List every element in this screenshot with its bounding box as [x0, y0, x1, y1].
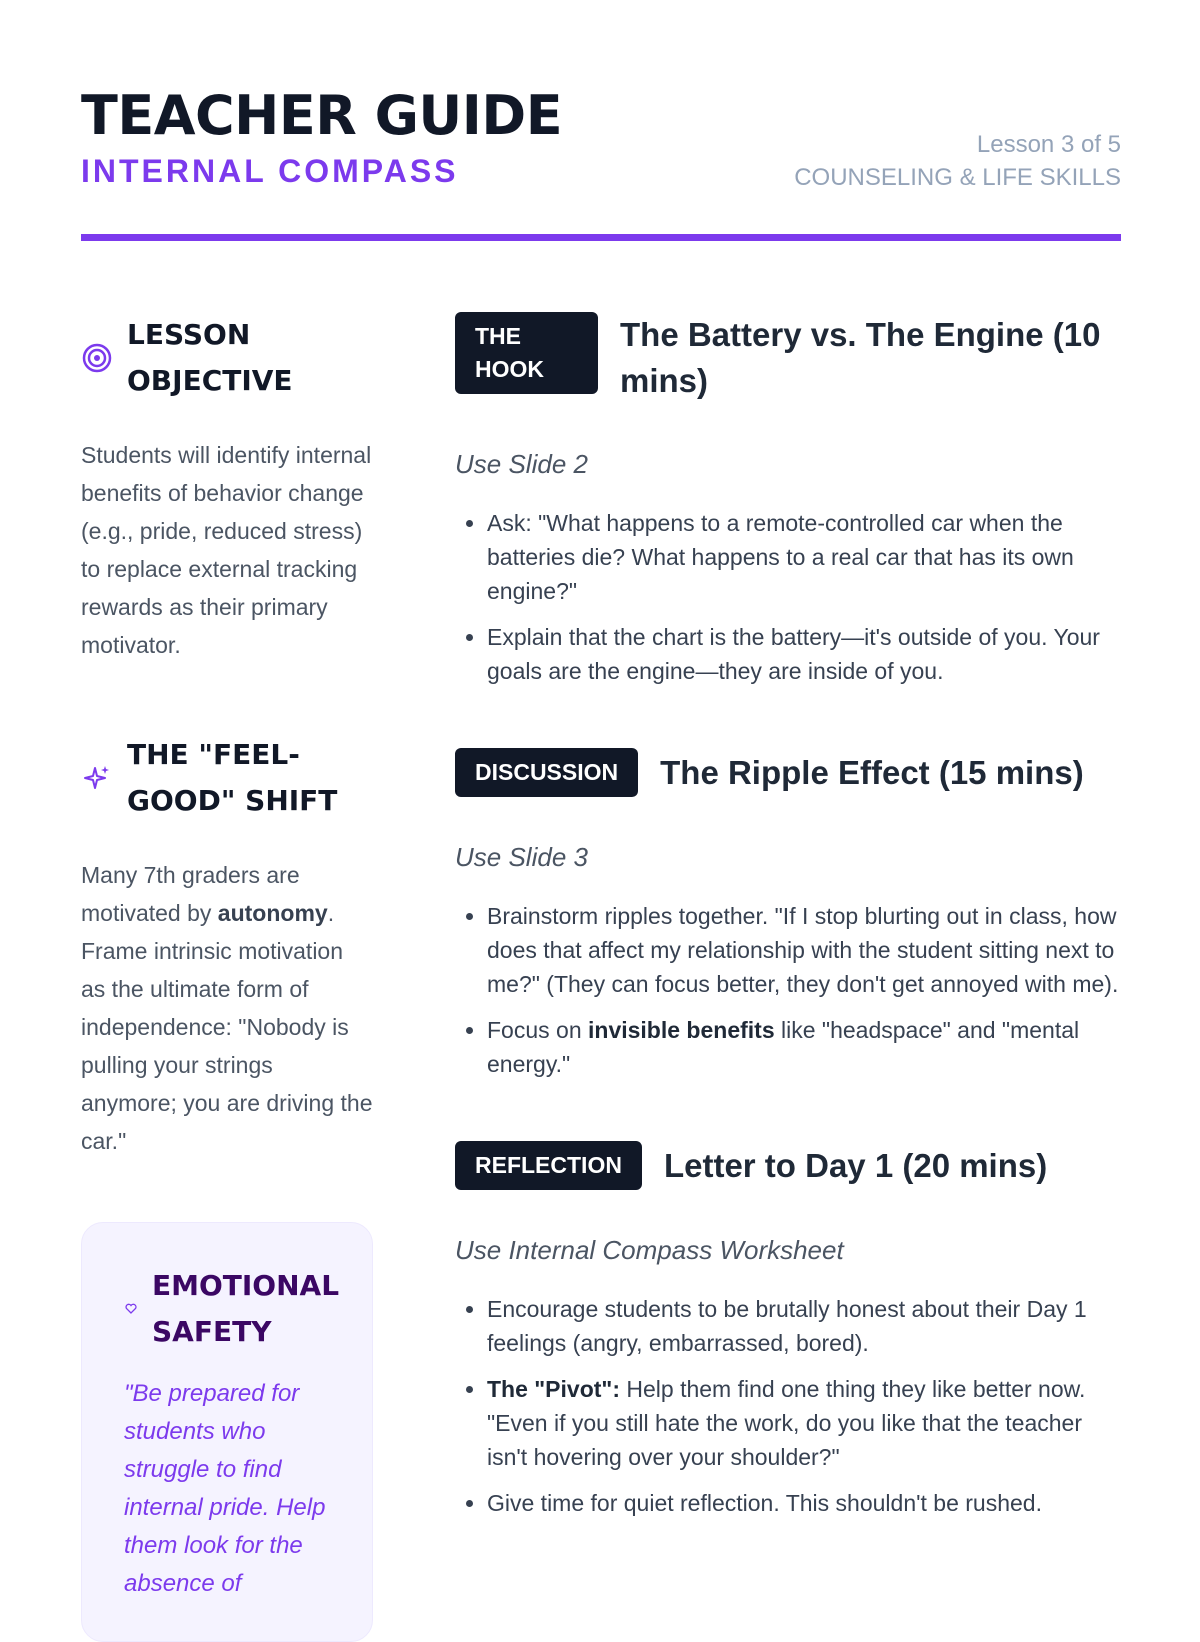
emotional-safety-callout [81, 1222, 373, 1642]
section-heading: Letter to Day 1 (20 mins) [663, 1146, 1048, 1184]
objective-title: LESSON OBJECTIVE [127, 318, 293, 397]
slide-reference: Use Internal Compass Worksheet [455, 1235, 844, 1265]
section-heading: The Battery vs. The Engine (10 mins) [620, 316, 1101, 399]
list-item-text: like "headspace" and "mental energy." [487, 1017, 1080, 1077]
shift-text [81, 856, 373, 1160]
objective-text: Students will identify internal benefits of behavior change (e.g., pride, reduced stress) to replace external tracking rewards as their primary motivator. [81, 442, 372, 658]
section-reflection [455, 1141, 1125, 1520]
slide-reference: Use Slide 2 [455, 449, 588, 479]
lesson-subtitle: INTERNAL COMPASS [81, 153, 459, 189]
shift-text-end: . Frame intrinsic motivation as the ultimate form of independence: "Nobody is pulling your strings anymore; you are driving the car." [81, 900, 373, 1154]
lesson-meta [794, 128, 1121, 194]
shift-text-start: Many 7th graders are motivated by [81, 862, 300, 926]
section-hook [455, 312, 1125, 688]
page-header [81, 84, 1121, 194]
heart-icon [124, 1293, 138, 1325]
sidebar [81, 312, 373, 1160]
list-item: • Encourage students to be brutally honest about their Day 1 feelings (angry, embarrassed, bored). [487, 1292, 1125, 1360]
list-item [487, 1372, 1125, 1474]
list-item: • Brainstorm ripples together. "If I stop blurting out in class, how does that affect my relationship with the student sitting next to me?" (They can focus better, they don't get annoyed with me). [487, 899, 1125, 1001]
target-icon [81, 342, 113, 374]
bullet-list [455, 1292, 1125, 1520]
list-item: • Give time for quiet reflection. This shouldn't be rushed. [487, 1486, 1125, 1520]
callout-text: "Be prepared for students who struggle to find internal pride. Help them look for the absence of [124, 1380, 326, 1597]
section-badge: THE HOOK [455, 312, 598, 394]
bullet-list [455, 899, 1125, 1081]
list-item: • Explain that the chart is the battery—it's outside of you. Your goals are the engine—they are inside of you. [487, 620, 1125, 688]
sparkles-icon [81, 762, 113, 794]
shift-text-bold: autonomy [217, 900, 328, 926]
list-item-text: Help them find one thing they like better now. "Even if you still hate the work, do you like that the teacher isn't hovering over your shoulder?" [487, 1376, 1086, 1470]
course-name: COUNSELING & LIFE SKILLS [794, 164, 1121, 191]
list-item-bold: invisible benefits [588, 1017, 775, 1043]
section-badge: REFLECTION [455, 1141, 642, 1190]
list-item-bold: The "Pivot": [487, 1376, 620, 1402]
shift-block [81, 732, 373, 1160]
header-divider [81, 234, 1121, 241]
main-content [455, 312, 1125, 1568]
lesson-number: Lesson 3 of 5 [976, 131, 1121, 158]
shift-title: THE "FEEL-GOOD" SHIFT [127, 738, 338, 817]
page-title: TEACHER GUIDE [81, 84, 563, 147]
section-badge: DISCUSSION [455, 748, 638, 797]
section-discussion [455, 748, 1125, 1081]
list-item [487, 1013, 1125, 1081]
list-item: • Ask: "What happens to a remote-controlled car when the batteries die? What happens to a real car that has its own engine?" [487, 506, 1125, 608]
section-heading: The Ripple Effect (15 mins) [660, 753, 1084, 791]
bullet-list [455, 506, 1125, 688]
slide-reference: Use Slide 3 [455, 842, 588, 872]
callout-title: EMOTIONAL SAFETY [152, 1269, 340, 1348]
objective-block [81, 312, 373, 664]
list-item-text: Focus on [487, 1017, 588, 1043]
